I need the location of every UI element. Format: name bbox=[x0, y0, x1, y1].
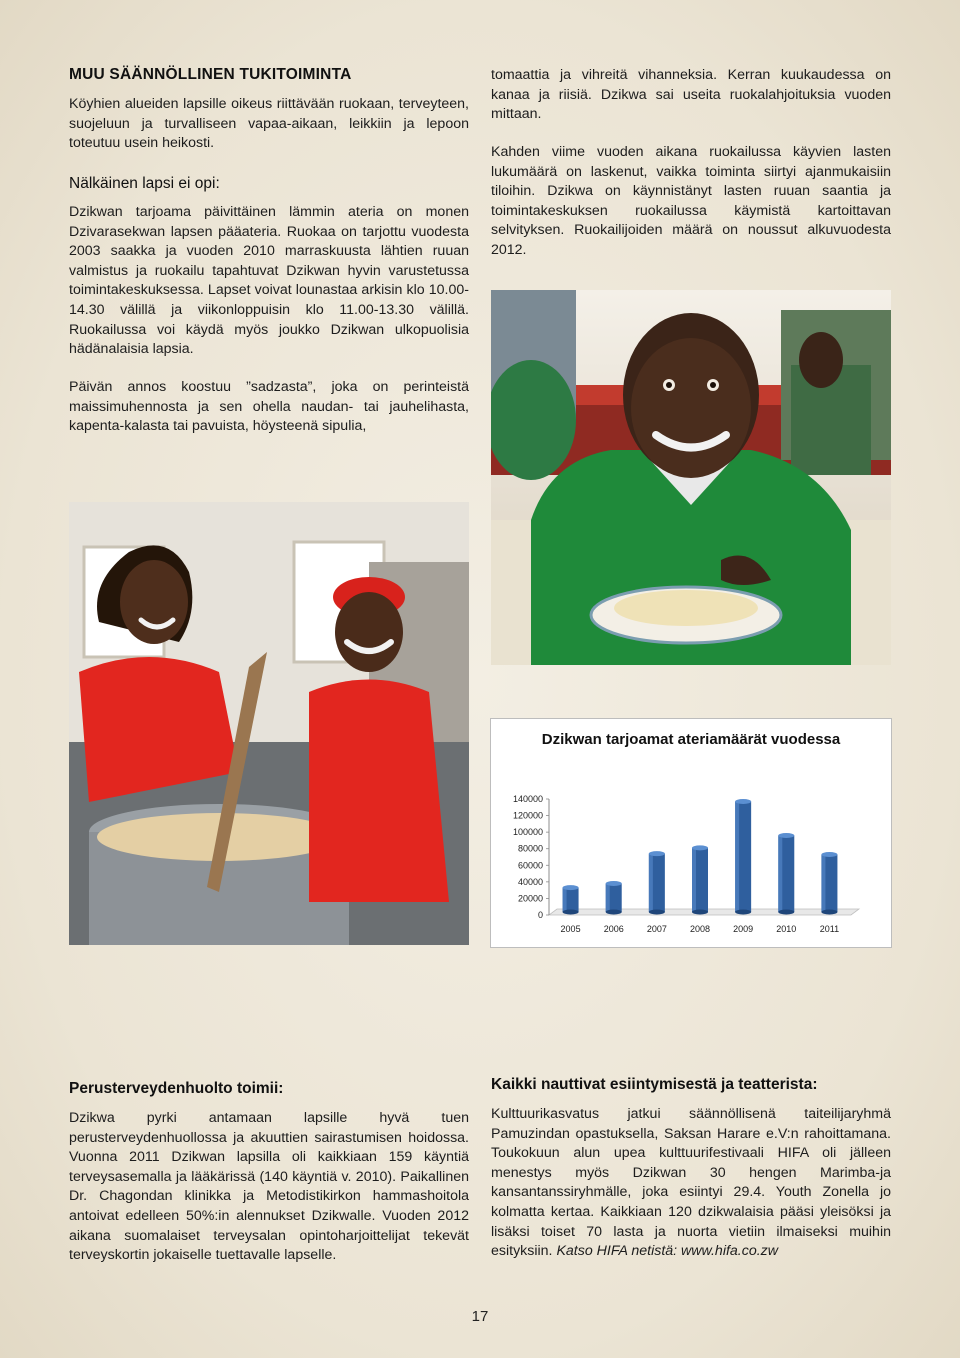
photo-boy-eating bbox=[491, 290, 891, 665]
culture-heading: Kaikki nauttivat esiintymisestä ja teatterista: bbox=[491, 1076, 818, 1093]
y-tick-label: 0 bbox=[537, 910, 543, 920]
bar-base-2011 bbox=[821, 910, 837, 915]
x-tick-label: 2007 bbox=[646, 924, 667, 934]
bar-top-2005 bbox=[563, 885, 579, 890]
culture-paragraph bbox=[491, 1105, 891, 1262]
x-tick-label: 2009 bbox=[733, 924, 754, 934]
bar-highlight-2006 bbox=[606, 884, 610, 912]
y-tick-label: 120000 bbox=[512, 810, 543, 821]
x-tick-label: 2008 bbox=[689, 924, 711, 934]
bar-base-2008 bbox=[692, 910, 708, 915]
bar-base-2007 bbox=[649, 910, 665, 915]
right-paragraph-2: Kahden viime vuoden aikana ruokailussa käyvien lasten lukumäärä on laskenut, vaikka toiminta siirtyi ajanmukaisiin tiloihin. Dzikwa on käynnistänyt lasten ruuan saantia ja toimintakeskuksen ruokailussa käymistä kartoittavan selvityksen. Ruokailijoiden määrä on noussut alkuvuodesta 2012. bbox=[491, 144, 891, 258]
meals-chart bbox=[490, 718, 892, 948]
bar-base-2010 bbox=[778, 910, 794, 915]
right-paragraph-1: tomaattia ja vihreitä vihanneksia. Kerran kuukaudessa on kanaa ja riisiä. Dzikwa sai useita ruokalahjoituksia vuoden mittaan. bbox=[491, 67, 891, 123]
x-tick-label: 2010 bbox=[776, 924, 797, 934]
section-title: MUU SÄÄNNÖLLINEN TUKITOIMINTA bbox=[69, 66, 352, 83]
chart-plot bbox=[491, 719, 891, 947]
portion-paragraph: Päivän annos koostuu ”sadzasta”, joka on perinteistä maissimuhennosta ja sen ohella naudan- tai jauhelihasta, kapenta-kalasta tai pavuista, höysteenä sipulia, bbox=[69, 379, 469, 435]
chart-title: Dzikwan tarjoamat ateriamäärät vuodessa bbox=[541, 731, 841, 748]
intro-paragraph: Köyhien alueiden lapsille oikeus riittävään ruokaan, terveyteen, suojeluun ja turvalliseen vapaa-aikaan, leikkiin ja lepoon toteutuu usein heikosti. bbox=[69, 96, 469, 152]
x-tick-label: 2006 bbox=[603, 924, 624, 934]
culture-text: Kulttuurikasvatus jatkui säännöllisenä taiteilijaryhmä Pamuzindan opastuksella, Saksan Harare e.V:n rahoittamana. Toukokuun alun upea kulttuurifestivaali HIFA oli jälleen menestys myös Dzikwan 30 hengen Marimba-ja kansantanssiryhmälle, joka esiintyi 29.4. Youth Zonella jo kolmatta kertaa. Kaikkiaan 120 dzikwalaisia pääsi yleisöksi ja lisäksi toiset 70 lasta ja nuorta vietiin ilmaiseksi muihin esityksiin. bbox=[491, 1106, 891, 1260]
meal-paragraph: Dzikwan tarjoama päivittäinen lämmin ateria on monen Dzivarasekwan lapsen pääateria. Ruokaa on tarjottu vuodesta 2003 saakka ja vuoden 2010 marraskuusta lähtien ruuan valmistus ja ruokailu tapahtuvat Dzikwan hyvin varustetussa toimintakeskuksessa. Lapset voivat lounastaa arkisin klo 10.00-14.30 välillä ja viikonloppuisin klo 11.00-13.30 välillä. Ruokailussa voi käydä myös joukko Dzikwan ulkopuolisia hädänalaisia lapsia. bbox=[69, 204, 469, 358]
bar-top-2009 bbox=[735, 799, 751, 804]
y-tick-label: 140000 bbox=[512, 794, 543, 804]
y-tick-label: 40000 bbox=[517, 876, 543, 887]
x-tick-label: 2005 bbox=[560, 924, 581, 934]
bar-top-2006 bbox=[606, 881, 622, 886]
bar-base-2005 bbox=[563, 910, 579, 915]
bar-highlight-2009 bbox=[735, 801, 739, 912]
photo-boy-eating-illustration bbox=[491, 290, 891, 665]
x-tick-label: 2011 bbox=[819, 924, 840, 934]
hifa-link-text: Katso HIFA netistä: www.hifa.co.zw bbox=[556, 1243, 779, 1260]
photo-cooks bbox=[69, 502, 469, 945]
bar-base-2006 bbox=[606, 910, 622, 915]
bar-highlight-2005 bbox=[563, 888, 567, 912]
bar-top-2007 bbox=[649, 851, 665, 856]
bar-top-2008 bbox=[692, 845, 708, 850]
page-number: 17 bbox=[471, 1308, 489, 1325]
bar-highlight-2011 bbox=[821, 855, 825, 912]
bar-highlight-2010 bbox=[778, 835, 782, 912]
y-tick-label: 60000 bbox=[517, 860, 543, 871]
photo-cooks-illustration bbox=[69, 502, 469, 945]
bar-base-2009 bbox=[735, 910, 751, 915]
y-tick-label: 20000 bbox=[517, 893, 543, 904]
bar-highlight-2008 bbox=[692, 848, 696, 912]
y-tick-label: 80000 bbox=[517, 843, 543, 854]
subheading: Nälkäinen lapsi ei opi: bbox=[69, 175, 220, 192]
health-paragraph: Dzikwa pyrki antamaan lapsille hyvä tuen perusterveydenhuollossa ja akuuttien sairastumisen hoidossa. Vuonna 2011 Dzikwan lapsilla oli kaikkiaan 159 käyntiä terveysasemalla ja lääkärissä (140 käyntiä v. 2010). Paikallinen Dr. Chagondan klinikka ja Metodistikirkon hammashoitola antoivat edelleen 50%:in alennukset Dzikwalle. Vuoden 2012 aikana suomalaiset terveysalan opintoharjoittelijat tekevät terveyskortin jokaiselle tuettavalle lapselle. bbox=[69, 1110, 469, 1264]
bar-top-2010 bbox=[778, 833, 794, 838]
health-heading: Perusterveydenhuolto toimii: bbox=[69, 1080, 284, 1097]
bar-highlight-2007 bbox=[649, 854, 653, 912]
bar-top-2011 bbox=[821, 852, 837, 857]
y-tick-label: 100000 bbox=[512, 827, 543, 838]
